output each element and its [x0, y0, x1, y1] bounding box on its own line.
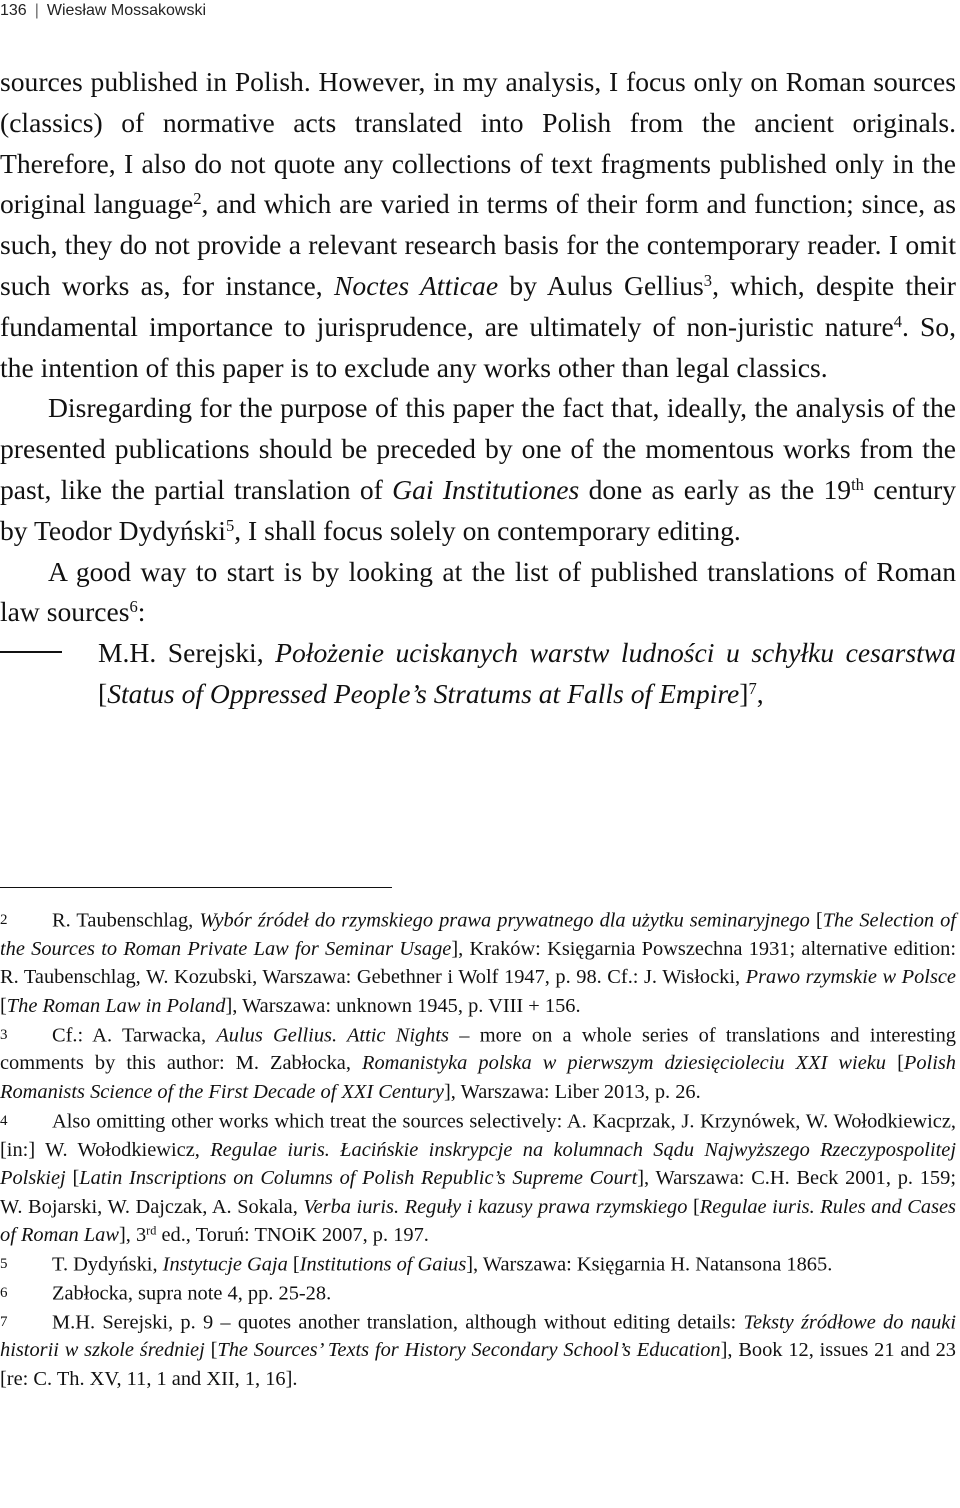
author-name: Wiesław Mossakowski — [46, 2, 206, 19]
text-run: , which, despite their fundamental importance to jurisprudence, are ultimately of non-juristic nature — [0, 269, 956, 342]
text-run: Cf.: A. Tarwacka, — [52, 1023, 207, 1046]
footnote-ref[interactable]: 5 — [225, 515, 235, 535]
text-run: done as early as the 19 — [588, 473, 852, 505]
footnote-number: 2 — [0, 912, 8, 928]
text-run: Disregarding for the purpose of this paper the fact that, ideally, the analysis of the presented publications should be preceded by one of the momentous works from the past, like the partial translation of — [0, 392, 956, 505]
text-run: ], Warszawa: unknown 1945, p. VIII + 156. — [225, 995, 581, 1018]
header-separator: | — [34, 2, 39, 19]
footnote-ref[interactable]: 2 — [193, 189, 202, 209]
italic-title: Wybór źródeł do rzymskiego prawa prywatnego dla użytku seminaryjnego — [199, 909, 810, 932]
italic-title: Położenie uciskanych warstw ludności u schyłku cesarstwa — [275, 637, 956, 669]
italic-title: Latin Inscriptions on Columns of Polish Republic’s Supreme Court — [79, 1167, 638, 1190]
italic-title: The Selection of the Sources to Roman Private Law for Seminar Usage — [0, 909, 956, 960]
footnote-ref[interactable]: 6 — [129, 597, 138, 617]
footnote-number: 4 — [0, 1112, 8, 1129]
footnote-ref[interactable]: 4 — [893, 311, 902, 331]
italic-title: Verba iuris. Reguły i kazusy prawa rzymskiego — [303, 1195, 688, 1218]
italic-title: Institutions of Gaius — [299, 1253, 467, 1276]
text-run: ], 3 — [118, 1224, 147, 1247]
italic-title: Aulus Gellius. Attic Nights — [216, 1023, 449, 1046]
text-run: ], Warszawa: Księgarnia H. Natansona 1865. — [466, 1253, 833, 1276]
footnote-number: 5 — [0, 1255, 8, 1272]
text-run: ed., Toruń: TNOiK 2007, p. 197. — [161, 1224, 429, 1247]
italic-title: Gai Institutiones — [392, 473, 580, 505]
footnote-number: 7 — [0, 1313, 8, 1330]
italic-title: Instytucje Gaja — [162, 1253, 288, 1276]
footnote-ref[interactable]: 3 — [703, 270, 713, 290]
footnote-6 — [0, 1279, 956, 1308]
footnote-2 — [0, 906, 956, 1021]
paragraph-1 — [0, 62, 956, 388]
text-run: , and which are varied in terms of their form and function; since, as such, they do not provide a relevant research basis for the contemporary reader. I omit such works as, for instance, — [0, 188, 956, 301]
text-run: . So, the intention of this paper is to exclude any works other than legal classics. — [0, 310, 956, 383]
text-run: ], Warszawa: C.H. Beck 2001, p. 159; W. Bojarski, W. Dajczak, A. Sokala, — [0, 1167, 956, 1218]
footnote-number: 6 — [0, 1284, 8, 1301]
footnote-ref[interactable]: 7 — [748, 678, 757, 698]
footnote-3 — [0, 1021, 956, 1107]
text-run: Zabłocka, supra note 4, pp. 25-28. — [52, 1281, 332, 1304]
text-run: , — [756, 677, 764, 709]
italic-title: Regulae iuris. Łacińskie inskrypcje na kolumnach Sądu Najwyższego Rzeczypospolitej Polskiej — [0, 1138, 956, 1190]
italic-title: Prawo rzymskie w Polsce — [745, 966, 956, 989]
italic-title: Noctes Atticae — [334, 269, 499, 301]
text-run: century by Teodor Dydyński — [0, 473, 956, 546]
text-run: by Aulus Gellius — [509, 269, 704, 301]
italic-title: Romanistyka polska w pierwszym dziesięcioleciu XXI wieku — [362, 1052, 886, 1075]
text-run: T. Dydyński, — [52, 1253, 158, 1276]
text-run: [ — [0, 995, 7, 1018]
text-run: , I shall focus solely on contemporary editing. — [234, 514, 741, 546]
list-item-content — [98, 633, 956, 715]
text-run: [ — [693, 1195, 700, 1218]
footnote-number: 3 — [0, 1026, 8, 1043]
body-text — [0, 62, 956, 715]
italic-title: The Sources’ Texts for History Secondary School’s Education — [217, 1339, 721, 1362]
text-run: [ — [292, 1253, 300, 1276]
italic-title: The Roman Law in Poland — [6, 995, 226, 1018]
text-run: ], Warszawa: Liber 2013, p. 26. — [443, 1081, 701, 1104]
text-run: M.H. Serejski, p. 9 – quotes another translation, although without editing details: — [52, 1310, 737, 1333]
footnote-5 — [0, 1250, 956, 1279]
text-run: [ — [98, 677, 108, 709]
paragraph-3 — [0, 552, 956, 634]
ordinal-suffix: rd — [146, 1223, 157, 1238]
italic-title: Polish Romanists Science of the First Decade of XXI Century — [0, 1052, 956, 1104]
text-run: [ — [815, 909, 823, 932]
italic-title: Teksty źródłowe do nauki historii w szkole średniej — [0, 1310, 956, 1362]
footnotes — [0, 906, 956, 1394]
text-run: : — [137, 596, 146, 628]
list-dash — [0, 633, 98, 674]
text-run: [ — [897, 1052, 904, 1075]
text-run: [ — [210, 1339, 218, 1362]
text-run: A good way to start is by looking at the list of published translations of Roman law sources — [0, 555, 956, 628]
footnote-separator — [0, 887, 392, 888]
text-run: M.H. Serejski, — [98, 637, 264, 669]
italic-title: Regulae iuris. Rules and Cases of Roman Law — [0, 1195, 956, 1247]
text-run: Also omitting other works which treat the sources selectively: A. Kacprzak, J. Krzynówek, W. Wołodkiewicz, [in:] W. Wołodkiewicz, — [0, 1109, 956, 1161]
text-run: [ — [72, 1167, 80, 1190]
footnote-4 — [0, 1107, 956, 1250]
footnote-7 — [0, 1308, 956, 1394]
running-head — [0, 0, 206, 22]
italic-title: Status of Oppressed People’s Stratums at Falls of Empire — [107, 677, 740, 709]
ordinal-suffix: th — [851, 474, 864, 494]
text-run: ], Kraków: Księgarnia Powszechna 1931; alternative edition: R. Taubenschlag, W. Kozubski, Warszawa: Gebethner i Wolf 1947, p. 98. Cf.: J. Wisłocki, — [0, 937, 956, 989]
text-run: R. Taubenschlag, — [52, 909, 194, 932]
list-item — [0, 633, 956, 715]
text-run: sources published in Polish. However, in my analysis, I focus only on Roman sources (classics) of normative acts translated into Polish from the ancient originals. Therefore, I also do not quote any collections of text fragments published only in the original language — [0, 66, 956, 220]
text-run: ], Book 12, issues 21 and 23 [re: C. Th. XV, 11, 1 and XII, 1, 16]. — [0, 1339, 957, 1390]
paragraph-2 — [0, 388, 956, 551]
text-run: ] — [739, 677, 749, 709]
text-run: – more on a whole series of translations and interesting comments by this author: M. Zabłocka, — [0, 1023, 956, 1075]
page-number: 136 — [0, 2, 27, 19]
